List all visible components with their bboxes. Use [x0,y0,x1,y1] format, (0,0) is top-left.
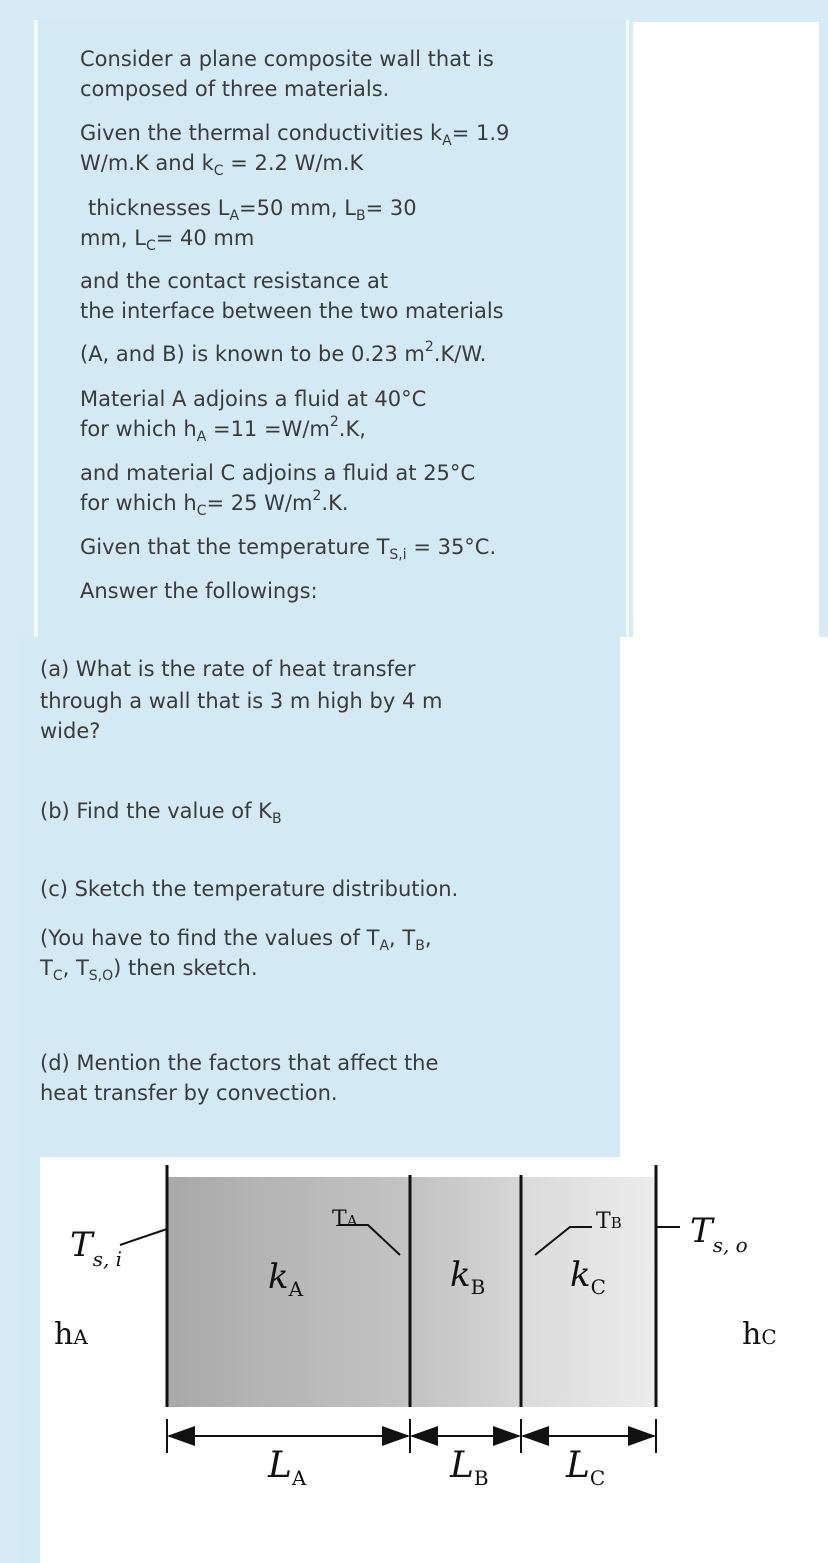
ka-label: $k_A$ [268,1257,304,1301]
question-c: (You have to find the values of $T_A$, $T_B$, [40,926,432,954]
lb-label: $L_B$ [450,1445,489,1490]
ta-label: TA [332,1207,358,1232]
question-a: (a) What is the rate of heat transfer [40,657,416,681]
question-c: $T_C$, $T_{S,O}$) then sketch. [40,956,258,984]
conductivity-line: W/m.K and $k_C = 2.2$ W/m.K [80,151,364,179]
fluid-c-line: for which $h_C= 25$ $W/m^2.K$. [80,488,349,519]
thickness-line: mm, $L_C= 40$ mm [80,226,255,254]
answer-line: Answer the followings: [80,579,318,603]
conductivity-line: Given the thermal conductivities $k_A= 1.9$ [80,121,510,149]
ts-o-label: $T_{s, o}$ [690,1211,748,1257]
fluid-c-line: and material C adjoins a fluid at 25°C [80,461,476,485]
tb-label: TB [596,1209,622,1234]
blank-area [633,22,819,640]
question-c: (c) Sketch the temperature distribution. [40,877,459,901]
temperature-line: Given that the temperature $T_{S,i} = 35^\circ C$. [80,535,497,563]
question-d: heat transfer by convection. [40,1081,338,1105]
question-a: wide? [40,719,101,743]
composite-wall-diagram [40,1157,828,1563]
fluid-a-line: for which $h_A =11 =W/m^2.K$, [80,414,366,445]
thickness-line: thicknesses $L_A=50$ mm, $L_B= 30$ [88,196,417,224]
question-a: through a wall that is 3 m high by 4 m [40,689,443,713]
intro-line: composed of three materials. [80,77,390,101]
question-b: (b) Find the value of $K_B$ [40,799,282,827]
hc-label: hC [742,1317,777,1352]
lc-label: $L_C$ [566,1445,606,1490]
contact-line: (A, and B) is known to be 0.23 $m^2.K/W$. [80,339,487,366]
kb-label: $k_B$ [450,1255,486,1299]
question-d: (d) Mention the factors that affect the [40,1051,439,1075]
blank-area [620,637,828,1157]
contact-line: and the contact resistance at [80,269,389,293]
fluid-a-line: Material A adjoins a fluid at 40°C [80,387,427,411]
intro-line: Consider a plane composite wall that is [80,47,494,71]
ha-label: hA [54,1317,88,1352]
ts-i-label: $T_{s, i}$ [70,1225,123,1271]
la-label: $L_A$ [268,1445,307,1490]
contact-line: the interface between the two materials [80,299,504,323]
kc-label: $k_C$ [570,1255,606,1299]
